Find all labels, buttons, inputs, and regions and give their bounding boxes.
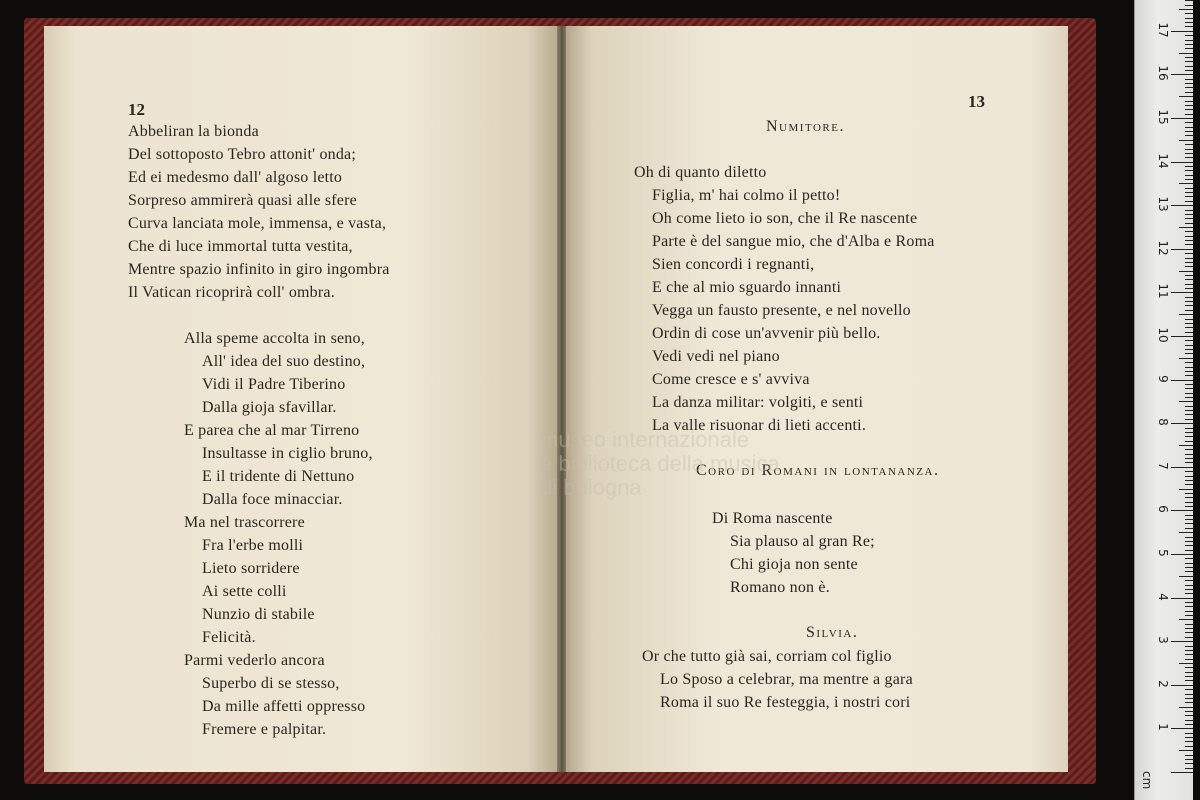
ruler-tick: [1179, 183, 1193, 184]
ruler-tick: [1185, 61, 1193, 62]
ruler-tick: [1185, 284, 1193, 285]
heading-silvia: Silvia.: [806, 624, 859, 641]
verse-line: Mentre spazio infinito in giro ingombra: [128, 261, 390, 278]
ruler-tick: [1179, 445, 1193, 446]
measuring-ruler: [1134, 0, 1193, 800]
ruler-tick: [1179, 663, 1193, 664]
ruler-tick: [1179, 489, 1193, 490]
ruler-tick: [1185, 340, 1193, 341]
ruler-tick: [1185, 432, 1193, 433]
ruler-tick: [1185, 615, 1193, 616]
ruler-tick: [1185, 689, 1193, 690]
ruler-tick: [1185, 170, 1193, 171]
ruler-tick: [1185, 223, 1193, 224]
ruler-tick: [1185, 5, 1193, 6]
verse-line: Chi gioja non sente: [730, 556, 858, 573]
ruler-tick: [1185, 545, 1193, 546]
ruler-tick: [1185, 384, 1193, 385]
ruler-tick: [1171, 205, 1193, 206]
ruler-number: 11: [1156, 283, 1170, 300]
ruler-unit-label: cm: [1140, 771, 1154, 790]
watermark-line: di bologna: [540, 475, 642, 500]
verse-line: Dalla foce minacciar.: [202, 491, 343, 508]
ruler-tick: [1185, 502, 1193, 503]
verse-line: Di Roma nascente: [712, 510, 833, 527]
verse-line: Parmi vederlo ancora: [184, 652, 325, 669]
verse-line: Sorpreso ammirerà quasi alle sfere: [128, 192, 357, 209]
ruler-tick: [1185, 297, 1193, 298]
ruler-tick: [1171, 118, 1193, 119]
ruler-tick: [1185, 480, 1193, 481]
ruler-tick: [1185, 18, 1193, 19]
ruler-tick: [1171, 510, 1193, 511]
ruler-tick: [1179, 750, 1193, 751]
ruler-tick: [1185, 720, 1193, 721]
ruler-tick: [1171, 292, 1193, 293]
ruler-tick: [1185, 244, 1193, 245]
ruler-tick: [1185, 127, 1193, 128]
ruler-number: 16: [1156, 65, 1170, 82]
ruler-tick: [1185, 279, 1193, 280]
ruler-tick: [1185, 349, 1193, 350]
ruler-tick: [1179, 271, 1193, 272]
ruler-tick: [1185, 144, 1193, 145]
verse-line: Sien concordi i regnanti,: [652, 256, 815, 273]
ruler-tick: [1185, 210, 1193, 211]
ruler-tick: [1185, 419, 1193, 420]
ruler-tick: [1185, 231, 1193, 232]
ruler-tick: [1185, 40, 1193, 41]
verse-line: Nunzio di stabile: [202, 606, 315, 623]
left-page-number: 12: [128, 100, 145, 119]
ruler-tick: [1185, 101, 1193, 102]
verse-line: Romano non è.: [730, 579, 830, 596]
verse-line: Alla speme accolta in seno,: [184, 330, 365, 347]
ruler-tick: [1185, 122, 1193, 123]
ruler-tick: [1185, 667, 1193, 668]
verse-line: Vegga un fausto presente, e nel novello: [652, 302, 911, 319]
verse-line: Da mille affetti oppresso: [202, 698, 366, 715]
verse-line: All' idea del suo destino,: [202, 353, 366, 370]
verse-line: Come cresce e s' avviva: [652, 371, 810, 388]
verse-line: Lo Sposo a celebrar, ma mentre a gara: [660, 671, 913, 688]
verse-line: Che di luce immortal tutta vestita,: [128, 238, 353, 255]
verse-line: Il Vatican ricoprirà coll' ombra.: [128, 284, 335, 301]
ruler-tick: [1185, 236, 1193, 237]
ruler-tick: [1185, 397, 1193, 398]
ruler-tick: [1185, 759, 1193, 760]
ruler-tick: [1185, 323, 1193, 324]
ruler-tick: [1185, 550, 1193, 551]
ruler-tick: [1185, 637, 1193, 638]
ruler-tick: [1185, 672, 1193, 673]
ruler-tick: [1185, 258, 1193, 259]
ruler-tick: [1171, 380, 1193, 381]
ruler-tick: [1179, 358, 1193, 359]
ruler-tick: [1171, 336, 1193, 337]
ruler-tick: [1185, 694, 1193, 695]
ruler-tick: [1185, 711, 1193, 712]
ruler-tick: [1185, 105, 1193, 106]
ruler-tick: [1185, 406, 1193, 407]
ruler-tick: [1185, 327, 1193, 328]
ruler-tick: [1185, 602, 1193, 603]
right-page: [566, 26, 1068, 772]
ruler-tick: [1185, 188, 1193, 189]
verse-line: Oh di quanto diletto: [634, 164, 767, 181]
ruler-tick: [1185, 196, 1193, 197]
ruler-tick: [1185, 305, 1193, 306]
ruler-tick: [1185, 628, 1193, 629]
verse-line: Vidi il Padre Tiberino: [202, 376, 346, 393]
ruler-number: 1: [1156, 723, 1170, 732]
ruler-tick: [1185, 371, 1193, 372]
ruler-tick: [1185, 680, 1193, 681]
verse-line: Lieto sorridere: [202, 560, 300, 577]
ruler-tick: [1185, 353, 1193, 354]
ruler-tick: [1185, 449, 1193, 450]
verse-line: La danza militar: volgiti, e senti: [652, 394, 864, 411]
ruler-tick: [1185, 362, 1193, 363]
ruler-tick: [1185, 515, 1193, 516]
ruler-tick: [1185, 541, 1193, 542]
ruler-tick: [1185, 153, 1193, 154]
verse-line: Oh come lieto io son, che il Re nascente: [652, 210, 918, 227]
verse-line: Abbeliran la bionda: [128, 123, 259, 140]
ruler-tick: [1185, 537, 1193, 538]
ruler-tick: [1185, 44, 1193, 45]
ruler-tick: [1185, 724, 1193, 725]
watermark: [540, 428, 780, 500]
ruler-tick: [1185, 698, 1193, 699]
ruler-tick: [1179, 532, 1193, 533]
ruler-tick: [1185, 388, 1193, 389]
ruler-tick: [1185, 763, 1193, 764]
ruler-tick: [1185, 367, 1193, 368]
ruler-tick: [1185, 275, 1193, 276]
ruler-tick: [1185, 13, 1193, 14]
ruler-tick: [1185, 436, 1193, 437]
ruler-tick: [1185, 659, 1193, 660]
ruler-tick: [1185, 218, 1193, 219]
verse-line: Ed ei medesmo dall' algoso letto: [128, 169, 343, 186]
ruler-tick: [1185, 624, 1193, 625]
ruler-tick: [1185, 497, 1193, 498]
ruler-tick: [1171, 685, 1193, 686]
ruler-tick: [1185, 410, 1193, 411]
ruler-tick: [1185, 746, 1193, 747]
ruler-tick: [1171, 772, 1193, 773]
ruler-tick: [1185, 26, 1193, 27]
ruler-tick: [1179, 576, 1193, 577]
ruler-number: 2: [1156, 679, 1170, 688]
ruler-tick: [1185, 454, 1193, 455]
verse-line: Insultasse in ciglio bruno,: [202, 445, 373, 462]
ruler-tick: [1185, 0, 1193, 1]
ruler-tick: [1185, 654, 1193, 655]
verse-line: Felicità.: [202, 629, 256, 646]
ruler-tick: [1185, 593, 1193, 594]
ruler-tick: [1185, 702, 1193, 703]
ruler-tick: [1185, 441, 1193, 442]
ruler-tick: [1185, 428, 1193, 429]
ruler-tick: [1185, 35, 1193, 36]
ruler-tick: [1185, 114, 1193, 115]
ruler-tick: [1171, 74, 1193, 75]
ruler-number: 3: [1156, 636, 1170, 644]
ruler-tick: [1185, 567, 1193, 568]
ruler-number: 14: [1156, 152, 1170, 169]
ruler-tick: [1179, 314, 1193, 315]
ruler-tick: [1179, 96, 1193, 97]
verse-line: Figlia, m' hai colmo il petto!: [652, 187, 841, 204]
ruler-tick: [1185, 611, 1193, 612]
ruler-tick: [1185, 471, 1193, 472]
ruler-tick: [1185, 135, 1193, 136]
verse-line: Ai sette colli: [202, 583, 287, 600]
ruler-tick: [1185, 632, 1193, 633]
ruler-tick: [1185, 166, 1193, 167]
ruler-tick: [1185, 66, 1193, 67]
ruler-tick: [1185, 79, 1193, 80]
verse-line: Ma nel trascorrere: [184, 514, 305, 531]
ruler-tick: [1185, 345, 1193, 346]
ruler-tick: [1185, 375, 1193, 376]
ruler-tick: [1185, 733, 1193, 734]
watermark-line: museo internazionale: [540, 427, 750, 452]
verse-line: Dalla gioja sfavillar.: [202, 399, 337, 416]
ruler-number: 10: [1156, 327, 1170, 343]
ruler-tick: [1185, 506, 1193, 507]
verse-line: La valle risuonar di lieti accenti.: [652, 417, 867, 434]
ruler-tick: [1185, 83, 1193, 84]
ruler-tick: [1185, 288, 1193, 289]
ruler-tick: [1179, 53, 1193, 54]
verse-line: Fra l'erbe molli: [202, 537, 304, 554]
ruler-tick: [1185, 22, 1193, 23]
ruler-tick: [1185, 755, 1193, 756]
ruler-tick: [1179, 227, 1193, 228]
ruler-tick: [1185, 462, 1193, 463]
verse-line: Del sottoposto Tebro attonit' onda;: [128, 146, 356, 163]
ruler-number: 6: [1156, 505, 1170, 514]
ruler-tick: [1185, 650, 1193, 651]
ruler-tick: [1179, 9, 1193, 10]
ruler-tick: [1171, 423, 1193, 424]
ruler-tick: [1185, 70, 1193, 71]
verse-line: Superbo di se stesso,: [202, 675, 340, 692]
ruler-tick: [1171, 31, 1193, 32]
ruler-tick: [1185, 484, 1193, 485]
ruler-tick: [1171, 598, 1193, 599]
ruler-number: 8: [1156, 418, 1170, 426]
left-page: [44, 26, 558, 772]
ruler-tick: [1185, 528, 1193, 529]
ruler-number: 9: [1156, 374, 1170, 383]
verse-line: E parea che al mar Tirreno: [184, 422, 360, 439]
ruler-tick: [1185, 676, 1193, 677]
ruler-tick: [1185, 192, 1193, 193]
ruler-tick: [1185, 262, 1193, 263]
ruler-tick: [1185, 253, 1193, 254]
verse-line: Curva lanciata mole, immensa, e vasta,: [128, 215, 387, 232]
ruler-tick: [1185, 519, 1193, 520]
ruler-tick: [1185, 179, 1193, 180]
right-page-number: 13: [968, 92, 985, 111]
ruler-number: 13: [1156, 196, 1170, 212]
ruler-tick: [1185, 571, 1193, 572]
ruler-number: 4: [1156, 592, 1170, 601]
ruler-tick: [1185, 157, 1193, 158]
ruler-tick: [1185, 266, 1193, 267]
ruler-tick: [1185, 57, 1193, 58]
verse-line: Roma il suo Re festeggia, i nostri cori: [660, 694, 911, 711]
verse-line: Fremere e palpitar.: [202, 721, 327, 738]
ruler-tick: [1185, 301, 1193, 302]
ruler-tick: [1185, 646, 1193, 647]
ruler-tick: [1171, 162, 1193, 163]
verse-line: Or che tutto già sai, corriam col figlio: [642, 648, 892, 665]
ruler-tick: [1185, 585, 1193, 586]
ruler-tick: [1185, 319, 1193, 320]
ruler-number: 12: [1156, 240, 1170, 256]
verse-line: Parte è del sangue mio, che d'Alba e Roma: [652, 233, 935, 250]
verse-line: E che al mio sguardo innanti: [652, 279, 842, 296]
ruler-tick: [1185, 493, 1193, 494]
ruler-tick: [1171, 728, 1193, 729]
ruler-tick: [1185, 48, 1193, 49]
ruler-tick: [1185, 741, 1193, 742]
ruler-tick: [1185, 589, 1193, 590]
verse-line: Ordin di cose un'avvenir più bello.: [652, 325, 881, 342]
ruler-tick: [1185, 476, 1193, 477]
ruler-tick: [1185, 715, 1193, 716]
ruler-tick: [1171, 249, 1193, 250]
ruler-tick: [1185, 109, 1193, 110]
ruler-tick: [1185, 87, 1193, 88]
ruler-number: 17: [1156, 22, 1170, 38]
ruler-tick: [1171, 467, 1193, 468]
verse-line: E il tridente di Nettuno: [202, 468, 355, 485]
ruler-tick: [1185, 458, 1193, 459]
verse-line: Sia plauso al gran Re;: [730, 533, 875, 550]
ruler-number: 7: [1156, 461, 1170, 470]
ruler-tick: [1185, 201, 1193, 202]
ruler-tick: [1185, 737, 1193, 738]
watermark-line: e biblioteca della musica: [540, 451, 780, 476]
ruler-tick: [1185, 175, 1193, 176]
verse-line: Vedi vedi nel piano: [652, 348, 780, 365]
heading-coro: Coro di Romani in lontananza.: [696, 462, 940, 479]
ruler-tick: [1179, 140, 1193, 141]
ruler-tick: [1185, 92, 1193, 93]
ruler-tick: [1179, 619, 1193, 620]
ruler-tick: [1185, 523, 1193, 524]
ruler-tick: [1185, 606, 1193, 607]
ruler-tick: [1185, 558, 1193, 559]
ruler-tick: [1185, 240, 1193, 241]
heading-numitore: Numitore.: [766, 118, 845, 135]
ruler-tick: [1185, 149, 1193, 150]
ruler-tick: [1185, 310, 1193, 311]
ruler-tick: [1185, 414, 1193, 415]
ruler-tick: [1179, 707, 1193, 708]
ruler-tick: [1185, 214, 1193, 215]
ruler-tick: [1185, 393, 1193, 394]
ruler-number: 15: [1156, 109, 1170, 125]
ruler-tick: [1179, 401, 1193, 402]
ruler-tick: [1185, 563, 1193, 564]
ruler-number: 5: [1156, 549, 1170, 557]
ruler-tick: [1185, 768, 1193, 769]
ruler-tick: [1171, 641, 1193, 642]
ruler-tick: [1185, 131, 1193, 132]
ruler-tick: [1185, 580, 1193, 581]
ruler-tick: [1185, 332, 1193, 333]
ruler-tick: [1171, 554, 1193, 555]
